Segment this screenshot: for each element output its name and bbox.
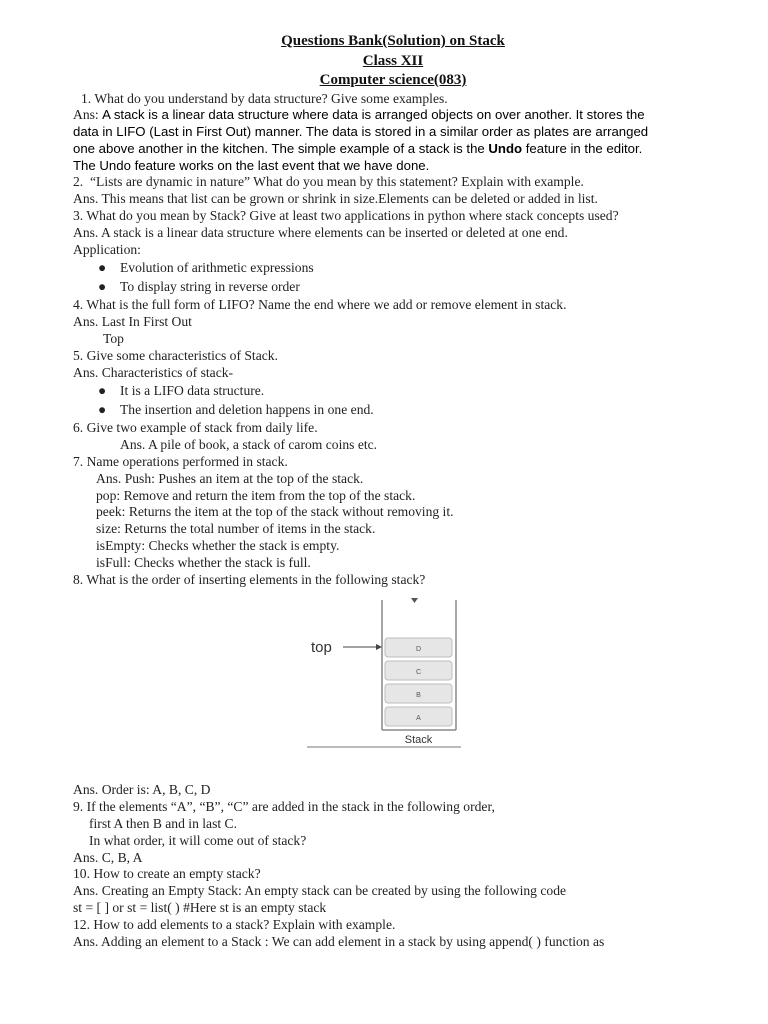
q6-answer: Ans. A pile of book, a stack of carom coins etc. xyxy=(120,437,378,453)
right-arrow-icon xyxy=(376,644,382,650)
q12-answer: Ans. Adding an element to a Stack : We can add element in a stack by using append( ) function as xyxy=(73,933,605,949)
q8-question: 8. What is the order of inserting elements in the following stack? xyxy=(73,571,426,587)
doc-title-line1: Questions Bank(Solution) on Stack xyxy=(281,33,505,49)
stack-item-label: A xyxy=(416,715,421,723)
top-label: top xyxy=(311,639,332,657)
q7-op-push: Ans. Push: Pushes an item at the top of the stack. xyxy=(96,470,364,486)
q5-question: 5. Give some characteristics of Stack. xyxy=(73,347,278,363)
doc-title-line2: Class XII xyxy=(362,52,424,69)
down-arrow-icon xyxy=(411,598,418,603)
q5-bullet-item xyxy=(73,382,713,400)
q7-op-isempty: isEmpty: Checks whether the stack is empty. xyxy=(96,538,340,554)
q6-question: 6. Give two example of stack from daily life. xyxy=(73,420,318,436)
q1-answer-line2: data in LIFO (Last in First Out) manner. The data is stored in a similar order as plates are arranged xyxy=(73,124,649,140)
q1-answer-line3-b: feature in the editor. xyxy=(522,140,643,156)
q5-bullet-item xyxy=(73,401,713,419)
q2-question: 2. “Lists are dynamic in nature” What do you mean by this statement? Explain with example. xyxy=(73,174,584,190)
document-page xyxy=(73,32,713,950)
stack-diagram xyxy=(73,592,713,782)
q1-question: 1. What do you understand by data structure? Give some examples. xyxy=(81,90,448,106)
stack-item-label: B xyxy=(416,692,421,700)
bullet-icon: ● xyxy=(98,383,107,399)
q3-question: 3. What do you mean by Stack? Give at least two applications in python where stack concepts used? xyxy=(73,208,619,224)
q7-op-peek: peek: Returns the item at the top of the stack without removing it. xyxy=(96,504,454,520)
q1-answer-line1 xyxy=(73,107,713,124)
q3-bullet-item xyxy=(73,278,713,296)
q12-question: 12. How to add elements to a stack? Explain with example. xyxy=(73,916,396,932)
q9-question: 9. If the elements “A”, “B”, “C” are added in the stack in the following order, xyxy=(73,799,495,815)
q3-bullet-item xyxy=(73,259,713,277)
bullet-icon: ● xyxy=(98,279,107,295)
q1-answer-label: Ans: xyxy=(73,107,103,123)
q3-bullet-text: To display string in reverse order xyxy=(120,279,300,295)
q8-answer: Ans. Order is: A, B, C, D xyxy=(73,782,211,798)
q9-line2: first A then B and in last C. xyxy=(89,816,238,832)
q9-answer: Ans. C, B, A xyxy=(73,849,143,865)
stack-diagram-svg xyxy=(73,592,713,782)
q5-answer: Ans. Characteristics of stack- xyxy=(73,364,234,380)
q7-op-pop: pop: Remove and return the item from the top of the stack. xyxy=(96,487,416,503)
q5-bullet-text: The insertion and deletion happens in one end. xyxy=(120,402,374,418)
q1-answer-line3 xyxy=(73,141,713,158)
q1-undo-keyword: Undo xyxy=(488,140,523,156)
stack-item-label: C xyxy=(415,669,422,677)
q1-answer-line4: The Undo feature works on the last event that we have done. xyxy=(73,157,430,173)
q3-application-label: Application: xyxy=(73,241,141,257)
q4-question: 4. What is the full form of LIFO? Name the end where we add or remove element in stack. xyxy=(73,297,567,313)
q10-answer: Ans. Creating an Empty Stack: An empty stack can be created by using the following code xyxy=(73,883,567,899)
bullet-icon: ● xyxy=(98,402,107,418)
q4-answer: Ans. Last In First Out xyxy=(73,314,192,330)
q4-answer-top: Top xyxy=(103,331,124,347)
q10-code: st = [ ] or st = list( ) #Here st is an empty stack xyxy=(73,900,327,915)
bullet-icon: ● xyxy=(98,260,107,276)
stack-label: Stack xyxy=(404,734,433,747)
q3-answer: Ans. A stack is a linear data structure where elements can be inserted or deleted at one end. xyxy=(73,224,568,240)
q2-answer: Ans. This means that list can be grown or shrink in size.Elements can be deleted or added in list. xyxy=(73,191,598,207)
stack-item-label: D xyxy=(415,646,422,654)
q7-op-size: size: Returns the total number of items in the stack. xyxy=(96,521,376,537)
q1-answer-line3-a: one above another in the kitchen. The simple example of a stack is the xyxy=(73,140,489,156)
q9-line3: In what order, it will come out of stack? xyxy=(89,832,307,848)
q10-question: 10. How to create an empty stack? xyxy=(73,866,261,882)
q3-bullet-text: Evolution of arithmetic expressions xyxy=(120,260,314,276)
q1-answer-text: A stack is a linear data structure where data is arranged objects on over another. It stores the xyxy=(102,107,645,123)
q5-bullet-text: It is a LIFO data structure. xyxy=(120,383,265,399)
q7-op-isfull: isFull: Checks whether the stack is full. xyxy=(96,554,311,570)
q7-question: 7. Name operations performed in stack. xyxy=(73,454,288,470)
doc-title-line3: Computer science(083) xyxy=(319,72,467,88)
